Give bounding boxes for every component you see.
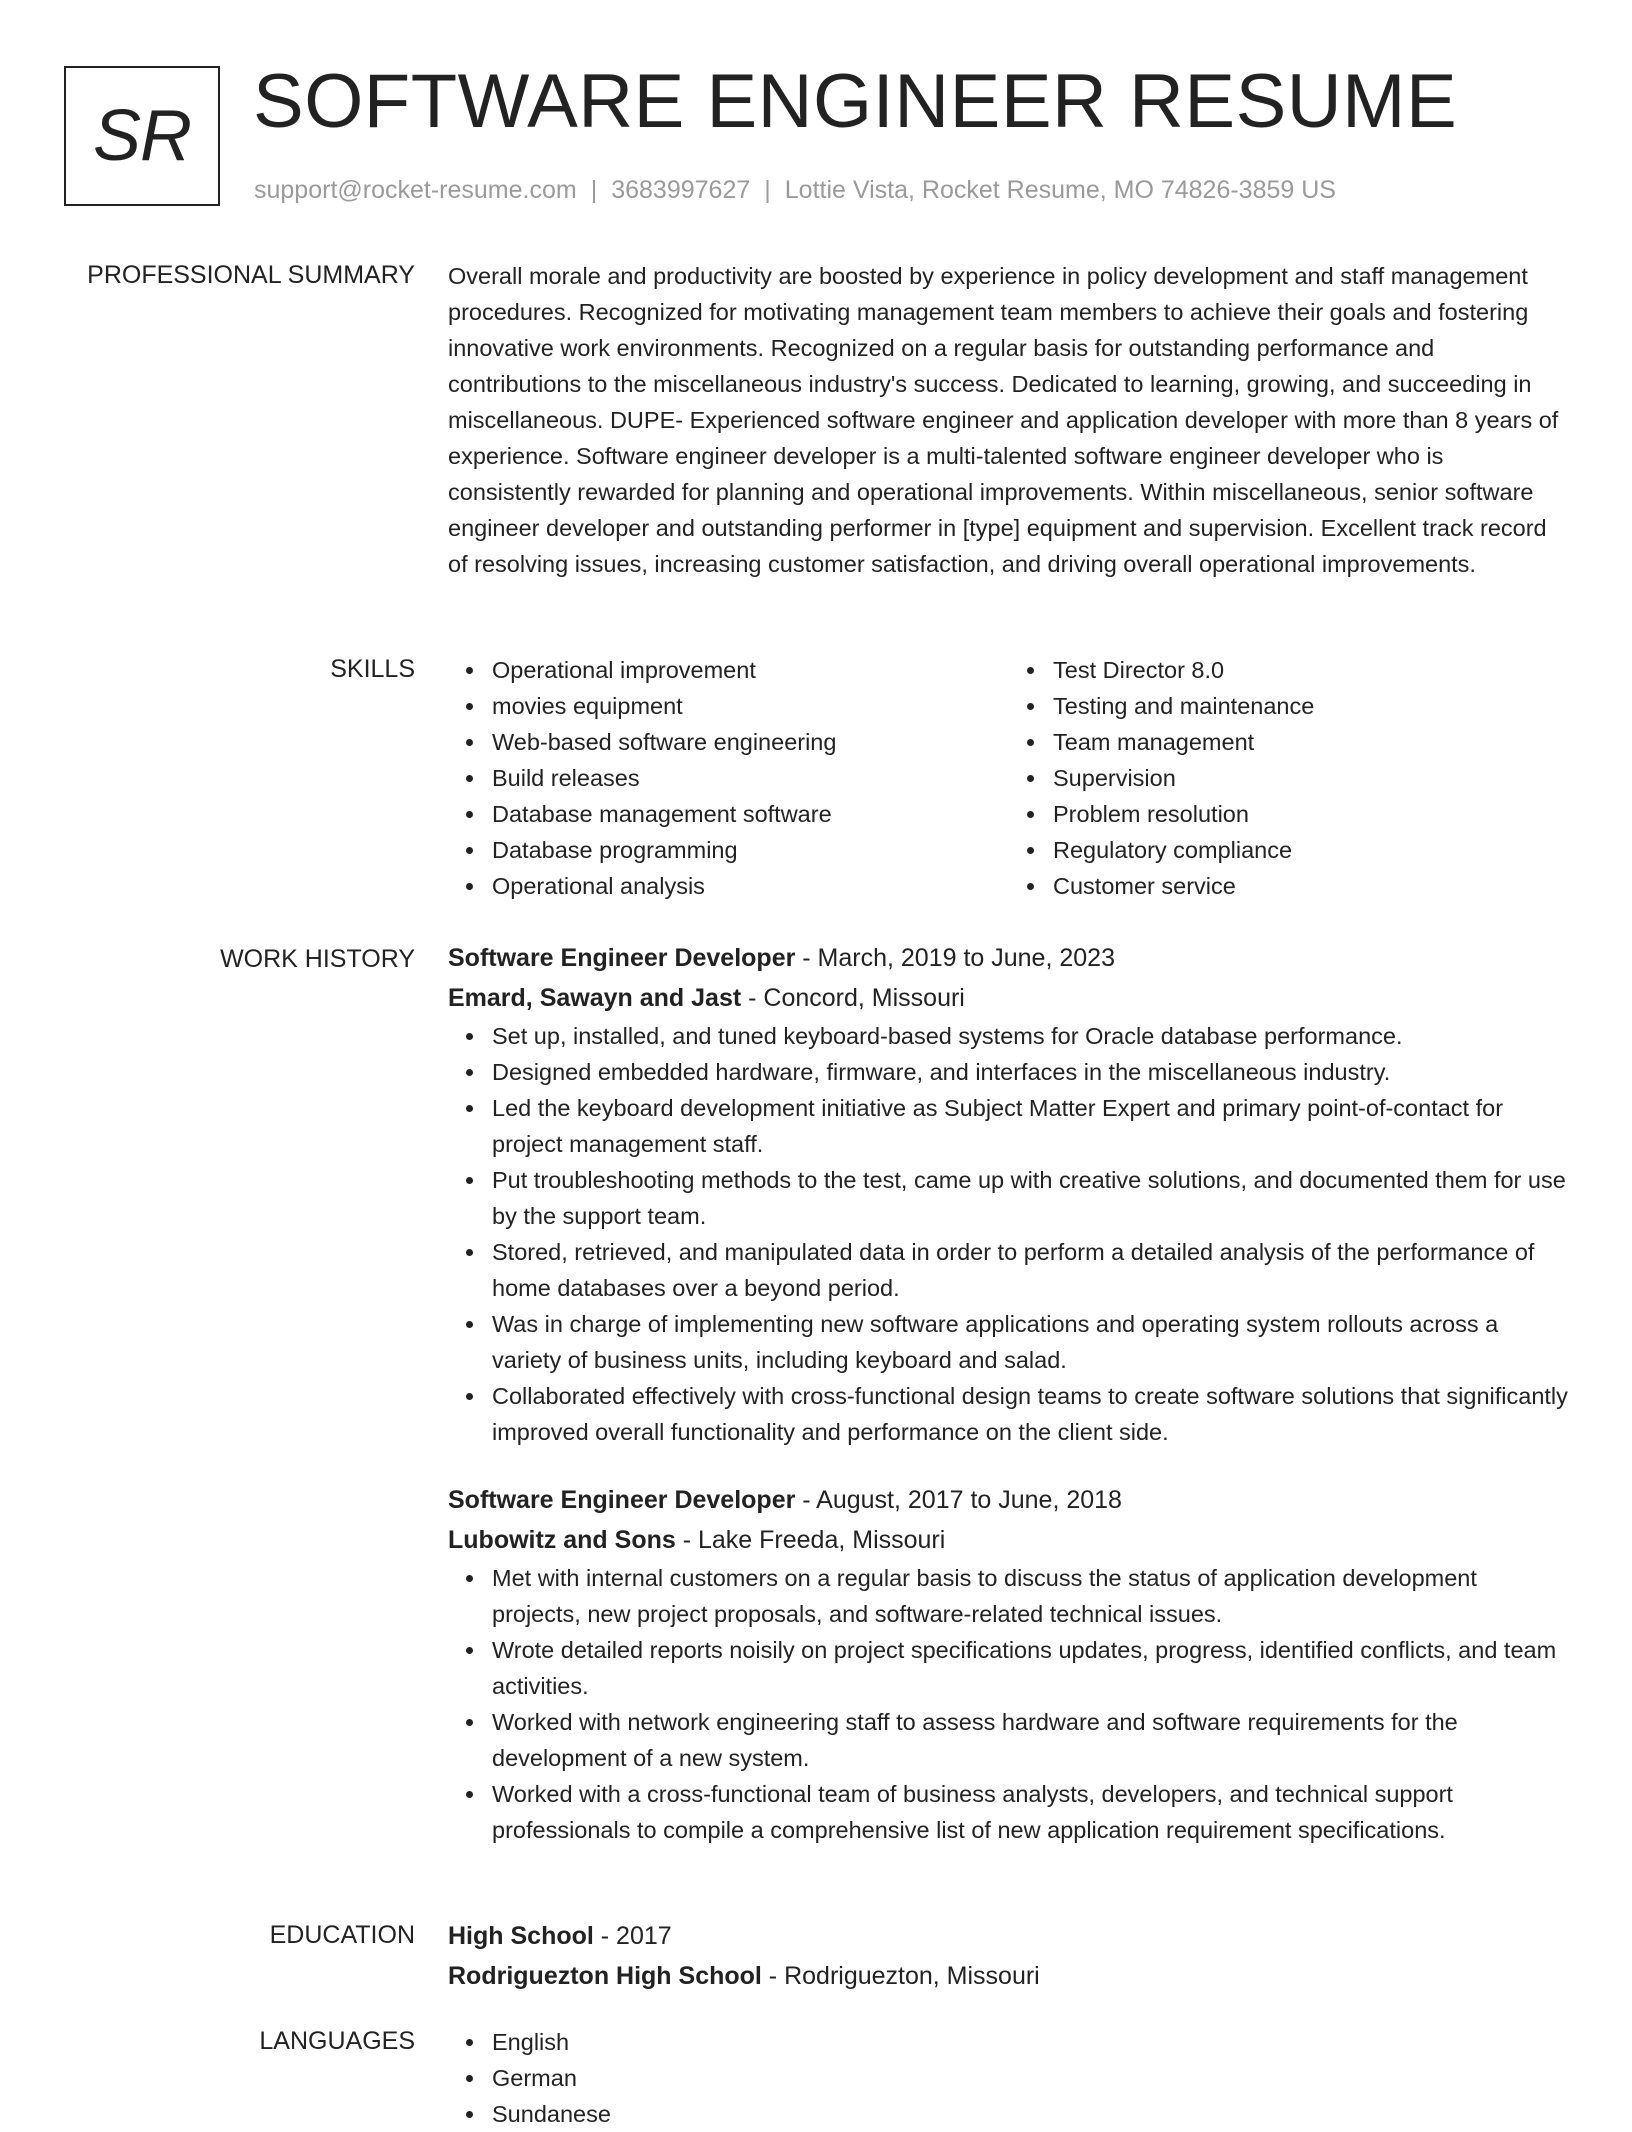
job-title: Software Engineer Developer: [448, 944, 796, 972]
languages-list: [448, 2024, 1570, 2132]
job-duty: Set up, installed, and tuned keyboard-based systems for Oracle database performance.: [492, 1018, 1570, 1054]
education-heading: EDUCATION: [269, 1921, 415, 1949]
education-school: Rodriguezton High School: [448, 1962, 762, 1990]
job-company: Lubowitz and Sons: [448, 1526, 676, 1554]
work-history-heading: WORK HISTORY: [220, 945, 415, 973]
job-location: - Lake Freeda, Missouri: [675, 1526, 946, 1554]
job-duty: Put troubleshooting methods to the test, came up with creative solutions, and documented them for use by the support team.: [492, 1162, 1570, 1234]
work-history-body: [448, 938, 1570, 1848]
job-company: Emard, Sawayn and Jast: [448, 984, 742, 1012]
job-location: - Concord, Missouri: [741, 984, 965, 1012]
job-company-line: [448, 1520, 1570, 1560]
monogram-initials: SR: [92, 96, 192, 176]
contact-phone: 3683997627: [611, 176, 751, 204]
language-item: German: [492, 2060, 1570, 2096]
skill-item: Build releases: [492, 760, 1009, 796]
education-degree-line: [448, 1916, 1570, 1956]
job-duty: Stored, retrieved, and manipulated data in order to perform a detailed analysis of the performance of home databases over a beyond period.: [492, 1234, 1570, 1306]
skill-item: Regulatory compliance: [1053, 832, 1570, 868]
education-year: - 2017: [593, 1922, 672, 1950]
skills-list-left: [448, 652, 1009, 904]
languages-heading: LANGUAGES: [259, 2027, 415, 2055]
skill-item: Testing and maintenance: [1053, 688, 1570, 724]
job-company-line: [448, 978, 1570, 1018]
contact-separator: |: [590, 176, 598, 204]
job-title-line: [448, 938, 1570, 978]
summary-text: Overall morale and productivity are boosted by experience in policy development and staff management procedures. Recognized for motivating management team members to achieve their goals and fostering innovative work environments. Recognized on a regular basis for outstanding performance and contributions to the miscellaneous industry's success. Dedicated to learning, growing, and succeeding in miscellaneous. DUPE- Experienced software engineer and application developer with more than 8 years of experience. Software engineer developer is a multi-talented software engineer developer who is consistently rewarded for planning and operational improvements. Within miscellaneous, senior software engineer developer and outstanding performer in [type] equipment and supervision. Excellent track record of resolving issues, increasing customer satisfaction, and driving overall operational improvements.: [448, 263, 1559, 577]
job-duty: Led the keyboard development initiative as Subject Matter Expert and primary point-of-contact for project management staff.: [492, 1090, 1570, 1162]
job-duties-list: [448, 1018, 1570, 1450]
skill-item: Database management software: [492, 796, 1009, 832]
skill-item: Supervision: [1053, 760, 1570, 796]
job-entry: [448, 938, 1570, 1450]
skill-item: Web-based software engineering: [492, 724, 1009, 760]
skills-heading: SKILLS: [330, 655, 415, 683]
contact-separator: |: [764, 176, 771, 204]
job-duty: Wrote detailed reports noisily on project specifications updates, progress, identified conflicts, and team activities.: [492, 1632, 1570, 1704]
skill-item: Operational analysis: [492, 868, 1009, 904]
skill-item: Test Director 8.0: [1053, 652, 1570, 688]
job-duty: Worked with a cross-functional team of business analysts, developers, and technical support professionals to compile a comprehensive list of new application requirement specifications.: [492, 1776, 1570, 1848]
language-item: English: [492, 2024, 1570, 2060]
monogram-box: [64, 66, 220, 206]
skill-item: Customer service: [1053, 868, 1570, 904]
skill-item: Database programming: [492, 832, 1009, 868]
summary-heading: PROFESSIONAL SUMMARY: [87, 261, 415, 289]
job-duties-list: [448, 1560, 1570, 1848]
languages-body: [448, 2024, 1570, 2132]
job-duty: Was in charge of implementing new software applications and operating system rollouts across a variety of business units, including keyboard and salad.: [492, 1306, 1570, 1378]
skill-item: Operational improvement: [492, 652, 1009, 688]
job-duty: Collaborated effectively with cross-functional design teams to create software solutions that significantly improved overall functionality and performance on the client side.: [492, 1378, 1570, 1450]
job-duty: Designed embedded hardware, firmware, and interfaces in the miscellaneous industry.: [492, 1054, 1570, 1090]
skill-item: Team management: [1053, 724, 1570, 760]
skill-item: Problem resolution: [1053, 796, 1570, 832]
education-degree: High School: [448, 1922, 594, 1950]
page-title: SOFTWARE ENGINEER RESUME: [253, 59, 1458, 144]
job-title: Software Engineer Developer: [448, 1486, 796, 1514]
skills-list-right: [1009, 652, 1570, 904]
education-location: - Rodriguezton, Missouri: [761, 1962, 1040, 1990]
education-body: [448, 1916, 1570, 1996]
education-school-line: [448, 1956, 1570, 1996]
job-dates: - August, 2017 to June, 2018: [795, 1486, 1122, 1514]
language-item: Sundanese: [492, 2096, 1570, 2132]
job-title-line: [448, 1480, 1570, 1520]
job-dates: - March, 2019 to June, 2023: [795, 944, 1115, 972]
contact-line: [254, 176, 1336, 205]
skills-body: [448, 652, 1570, 904]
job-duty: Worked with network engineering staff to assess hardware and software requirements for the development of a new system.: [492, 1704, 1570, 1776]
contact-email: support@rocket-resume.com: [254, 176, 577, 204]
contact-address: Lottie Vista, Rocket Resume, MO 74826-3859 US: [784, 176, 1336, 204]
job-duty: Met with internal customers on a regular basis to discuss the status of application development projects, new project proposals, and software-related technical issues.: [492, 1560, 1570, 1632]
skill-item: movies equipment: [492, 688, 1009, 724]
job-entry: [448, 1480, 1570, 1848]
